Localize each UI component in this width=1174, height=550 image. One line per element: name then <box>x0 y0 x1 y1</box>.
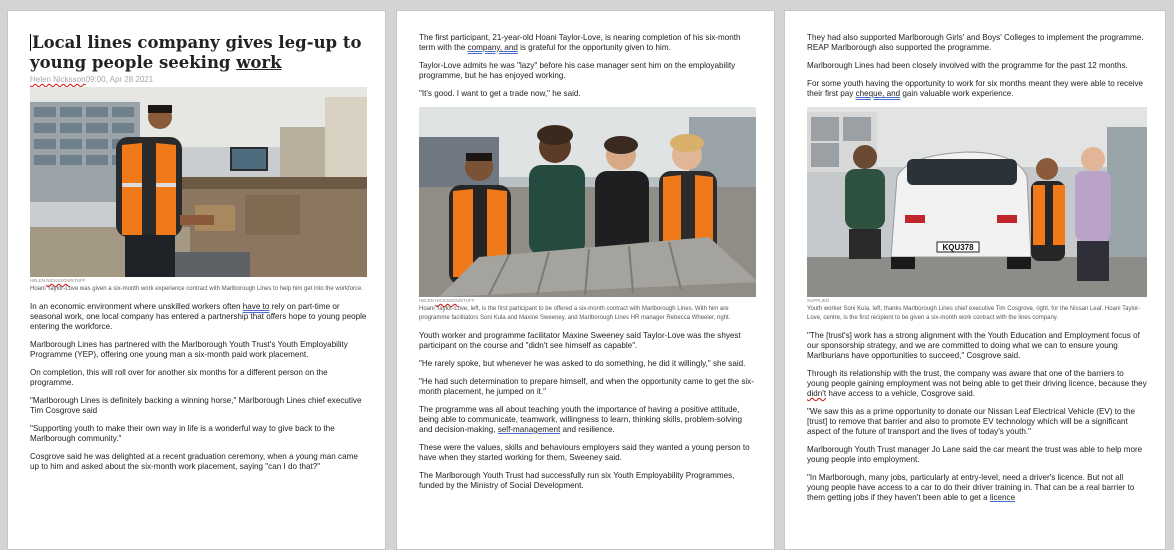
paragraph: They had also supported Marlborough Girls' and Boys' Colleges to implement the programme. REAP Marlborough also supported the programme. <box>807 33 1144 52</box>
workshop-photo <box>30 87 367 277</box>
paragraph: "Supporting youth to make their own way in life is a wonderful way to give back to the Marlborough community." <box>30 424 335 443</box>
photo-caption: Youth worker Soni Kula, left, thanks Marlborough Lines chief executive Tim Cosgrove, right, for the Nissan Leaf. Hoani Taylor-Love, centre, is the first recipient to be given a six-month work contract with the lines company. <box>807 306 1141 321</box>
paragraph: Through its relationship with the trust, the company was aware that one of the barriers to young people gaining employment was not being able to get their driving licence, because they didn't have access to a vehicle, Cosgrove said. <box>807 369 1147 398</box>
paragraph: The Marlborough Youth Trust had successfully run six Youth Employability Programmes, funded by the Ministry of Social Development. <box>419 471 735 490</box>
document-page-2[interactable] <box>396 10 775 550</box>
paragraph: Marlborough Lines has partnered with the Marlborough Youth Trust's Youth Employability Programme (YEP), offering one young man a six-month paid work placement. <box>30 340 348 359</box>
paragraph: "Marlborough Lines is definitely backing a winning horse," Marlborough Lines chief executive Tim Cosgrove said <box>30 396 362 415</box>
photo-caption: Hoani Taylor-Love, left, is the first participant to be offered a six-month contract with Marlborough Lines. With him are programme facilitators Soni Kula and Maxine Sweeney, and Marlborough Lines HR manager Rebecca Wheeler, right. <box>419 306 731 321</box>
paragraph: "In Marlborough, many jobs, particularly at entry-level, need a driver's licence. But not all young people have access to a car to do their driver training in. That can be a real barrier to them getting jobs if they haven't been able to get a licence <box>807 473 1135 502</box>
paragraph: "We saw this as a prime opportunity to donate our Nissan Leaf Electrical Vehicle (EV) to the [trust] to remove that barrier and also to promote EV technology which will be a significant aspect of the future of transport and the lives of today's youth." <box>807 407 1135 436</box>
article-headline: Local lines company gives leg-up to young people seeking work <box>30 33 362 72</box>
paragraph: "The [trust's] work has a strong alignment with the Youth Education and Employment focus of our sponsorship strategy, and we are committed to doing what we can to ensure young Marlburians have opportunities to succeed," Cosgrove said. <box>807 331 1140 360</box>
paragraph: In an economic environment where unskilled workers often have to rely on part-time or seasonal work, one local company has entered a partnership that offers hope to young people entering the workforce. <box>30 302 367 331</box>
document-page-1[interactable] <box>7 10 386 550</box>
paragraph: On completion, this will roll over for another six months for a different person on the programme. <box>30 368 328 387</box>
paragraph: Youth worker and programme facilitator Maxine Sweeney said Taylor-Love was the shyest participant on the course and "didn't see himself as capable". <box>419 331 741 350</box>
paragraph: "He rarely spoke, but whenever he was asked to do something, he did it willingly," she said. <box>419 359 746 368</box>
paragraph: Cosgrove said he was delighted at a recent graduation ceremony, when a young man came up to him and asked about the six-month work placement, saying "can I do that?" <box>30 452 358 471</box>
car-photo <box>807 107 1147 297</box>
paragraph: The programme was all about teaching youth the importance of having a positive attitude, being able to communicate, teamwork, willingness to learn, thinking skills, problem-solving and decision-making, self-management and resilience. <box>419 405 742 434</box>
paragraph: The first participant, 21-year-old Hoani Taylor-Love, is nearing completion of his six-month term with the company, and is grateful for the opportunity given to him. <box>419 33 741 52</box>
text-cursor <box>30 34 31 51</box>
group-photo <box>419 107 756 297</box>
paragraph: Marlborough Youth Trust manager Jo Lane said the car meant the trust was able to help more young people into employment. <box>807 445 1143 464</box>
byline: Helen Nicksson09:00, Apr 28 2021 <box>30 75 154 84</box>
paragraph: Marlborough Lines had been closely involved with the programme for the past 12 months. <box>807 61 1128 70</box>
photo-caption: Hoani Taylor-Love was given a six-month work experience contract with Marlborough Lines to help him get into the workforce. <box>30 286 364 292</box>
license-plate: KQU378 <box>942 243 974 252</box>
paragraph: "It's good. I want to get a trade now," he said. <box>419 89 581 98</box>
photo-credit: HELEN NICKSSON/STUFF <box>419 298 475 303</box>
paragraph: These were the values, skills and behaviours employers said they wanted a young person to have when they started working for them, Sweeney said. <box>419 443 750 462</box>
photo-credit: SUPPLIED <box>807 298 830 303</box>
paragraph: "He had such determination to prepare himself, and when the opportunity came to get the six-month placement, he jumped on it." <box>419 377 754 396</box>
photo-credit: HELEN NICKSSON/STUFF <box>30 278 86 283</box>
document-page-3[interactable] <box>784 10 1166 550</box>
paragraph: For some youth having the opportunity to work for six months meant they were able to receive their first pay cheque, and gain valuable work experience. <box>807 79 1144 98</box>
paragraph: Taylor-Love admits he was "lazy" before his case manager sent him on the employability programme, but he has enjoyed working. <box>419 61 736 80</box>
